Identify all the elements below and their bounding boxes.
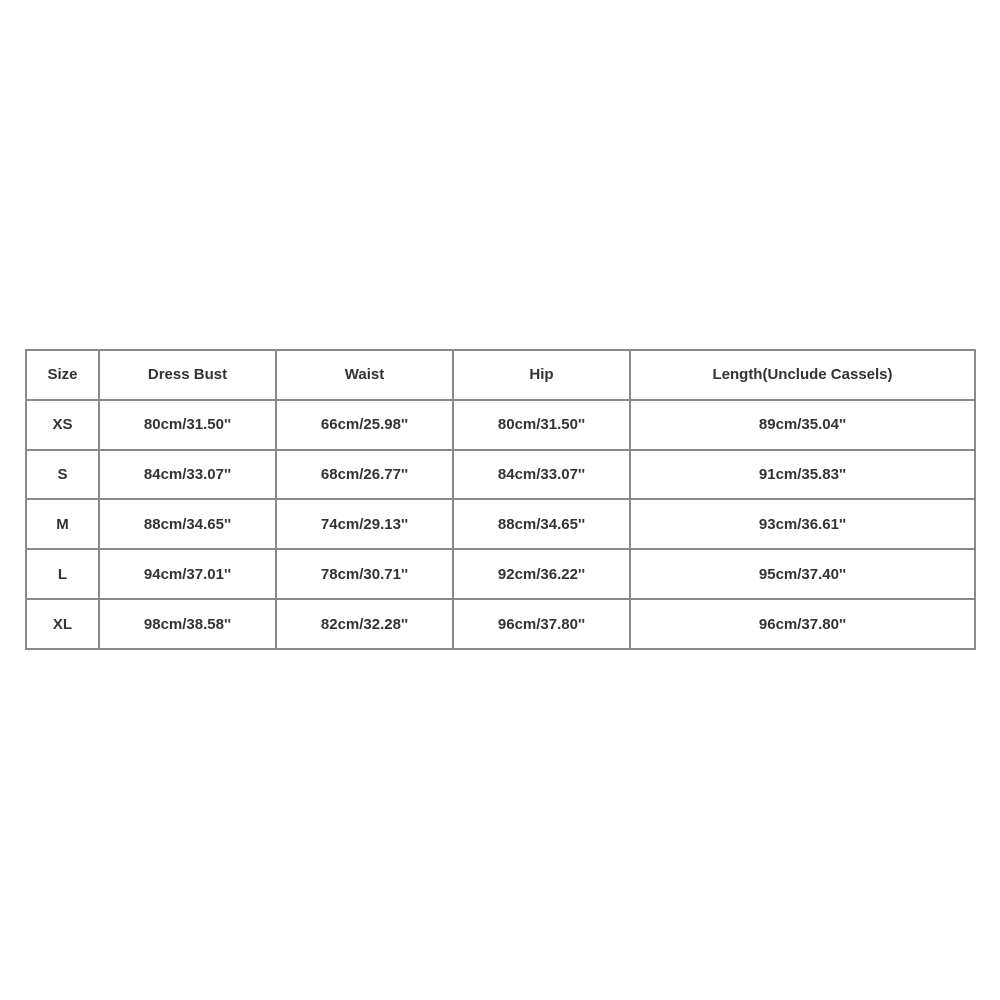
- table-cell-length: 89cm/35.04'': [630, 400, 975, 450]
- table-cell-length: 95cm/37.40'': [630, 549, 975, 599]
- table-cell-hip: 80cm/31.50'': [453, 400, 630, 450]
- table-row: [26, 450, 975, 500]
- table-cell-length: 91cm/35.83'': [630, 450, 975, 500]
- table-cell-dress-bust: 80cm/31.50'': [99, 400, 276, 450]
- table-cell-waist: 82cm/32.28'': [276, 599, 453, 649]
- table-cell-hip: 84cm/33.07'': [453, 450, 630, 500]
- table-header-row: [26, 350, 975, 400]
- table-row: [26, 549, 975, 599]
- table-cell-size: M: [26, 499, 99, 549]
- table-cell-hip: 96cm/37.80'': [453, 599, 630, 649]
- table-cell-length: 93cm/36.61'': [630, 499, 975, 549]
- table-row: [26, 400, 975, 450]
- table-cell-waist: 74cm/29.13'': [276, 499, 453, 549]
- table-cell-waist: 66cm/25.98'': [276, 400, 453, 450]
- table-cell-size: XS: [26, 400, 99, 450]
- header-cell-size: Size: [26, 350, 99, 400]
- table-cell-dress-bust: 94cm/37.01'': [99, 549, 276, 599]
- header-cell-waist: Waist: [276, 350, 453, 400]
- table-cell-hip: 88cm/34.65'': [453, 499, 630, 549]
- table-cell-dress-bust: 98cm/38.58'': [99, 599, 276, 649]
- header-cell-dress-bust: Dress Bust: [99, 350, 276, 400]
- table-cell-hip: 92cm/36.22'': [453, 549, 630, 599]
- table-cell-length: 96cm/37.80'': [630, 599, 975, 649]
- table-row: [26, 599, 975, 649]
- header-cell-length: Length(Unclude Cassels): [630, 350, 975, 400]
- table-cell-waist: 78cm/30.71'': [276, 549, 453, 599]
- table-cell-size: L: [26, 549, 99, 599]
- table-row: [26, 499, 975, 549]
- table-cell-size: XL: [26, 599, 99, 649]
- table-cell-dress-bust: 88cm/34.65'': [99, 499, 276, 549]
- table-cell-dress-bust: 84cm/33.07'': [99, 450, 276, 500]
- table-cell-size: S: [26, 450, 99, 500]
- header-cell-hip: Hip: [453, 350, 630, 400]
- table-cell-waist: 68cm/26.77'': [276, 450, 453, 500]
- size-chart-table: [25, 349, 976, 650]
